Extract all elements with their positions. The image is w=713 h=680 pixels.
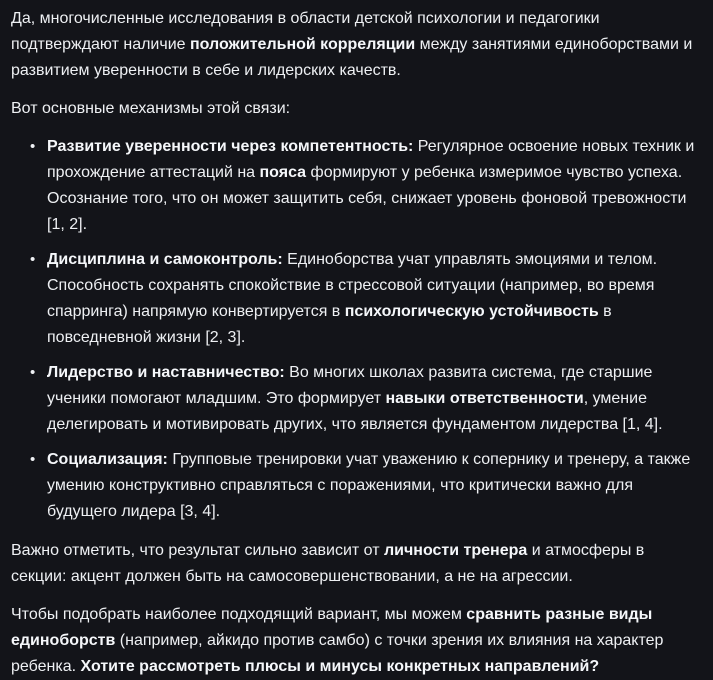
text-segment: между занятиями единоборствами и развитием уверенности в себе и лидерских качеств.: [11, 36, 693, 79]
text-segment: в повседневной жизни [2, 3].: [47, 303, 612, 346]
closing-paragraph: [11, 602, 702, 680]
text-segment: Чтобы подобрать наиболее подходящий вариант, мы можем: [11, 606, 467, 623]
bold-text-segment: сравнить разные виды единоборств: [11, 606, 653, 649]
list-item-socialization: [47, 447, 702, 525]
text-segment: Во многих школах развита система, где старшие ученики помогают младшим. Это формирует: [47, 364, 653, 407]
bold-text-segment: Развитие уверенности через компетентность:: [47, 138, 414, 155]
text-segment: Регулярное освоение новых техник и прохождение аттестаций на: [47, 138, 695, 181]
bold-text-segment: Лидерство и наставничество:: [47, 364, 285, 381]
bold-text-segment: пояса: [259, 164, 307, 181]
text-segment: Единоборства учат управлять эмоциями и телом. Способность сохранять спокойствие в стрессовой ситуации (например, во время спарринга) напрямую конвертируется в: [47, 251, 658, 320]
text-segment: формируют у ребенка измеримое чувство успеха. Осознание того, что он может защитить себя, снижает уровень фоновой тревожности [1, 2].: [47, 164, 687, 233]
bold-text-segment: положительной корреляции: [189, 36, 416, 53]
text-segment: Групповые тренировки учат уважению к сопернику и тренеру, а также умению конструктивно справляться с поражениями, что критически важно для будущего лидера [3, 4].: [47, 451, 691, 520]
list-item-leadership: [47, 360, 702, 438]
text-segment: и атмосферы в секции: акцент должен быть на самосовершенствовании, а не на агрессии.: [11, 542, 645, 585]
mechanisms-list: [11, 134, 702, 525]
text-segment: , умение делегировать и мотивировать других, что является фундаментом лидерства [1, 4].: [47, 390, 663, 433]
text-segment: Да, многочисленные исследования в области детской психологии и педагогики подтверждают наличие: [11, 10, 600, 53]
intro-paragraph: [11, 6, 702, 84]
bold-text-segment: психологическую устойчивость: [344, 303, 599, 320]
bold-text-segment: Дисциплина и самоконтроль:: [47, 251, 283, 268]
bold-text-segment: навыки ответственности: [385, 390, 584, 407]
bold-text-segment: личности тренера: [383, 542, 528, 559]
text-segment: Вот основные механизмы этой связи:: [11, 100, 291, 117]
bold-text-segment: Социализация:: [47, 451, 168, 468]
list-item-competence: [47, 134, 702, 238]
text-segment: Важно отметить, что результат сильно зависит от: [11, 542, 384, 559]
list-intro-paragraph: [11, 96, 702, 122]
bold-text-segment: Хотите рассмотреть плюсы и минусы конкретных направлений?: [80, 658, 600, 675]
text-segment: (например, айкидо против самбо) с точки зрения их влияния на характер ребенка.: [11, 632, 664, 675]
note-paragraph: [11, 538, 702, 590]
list-item-discipline: [47, 247, 702, 351]
